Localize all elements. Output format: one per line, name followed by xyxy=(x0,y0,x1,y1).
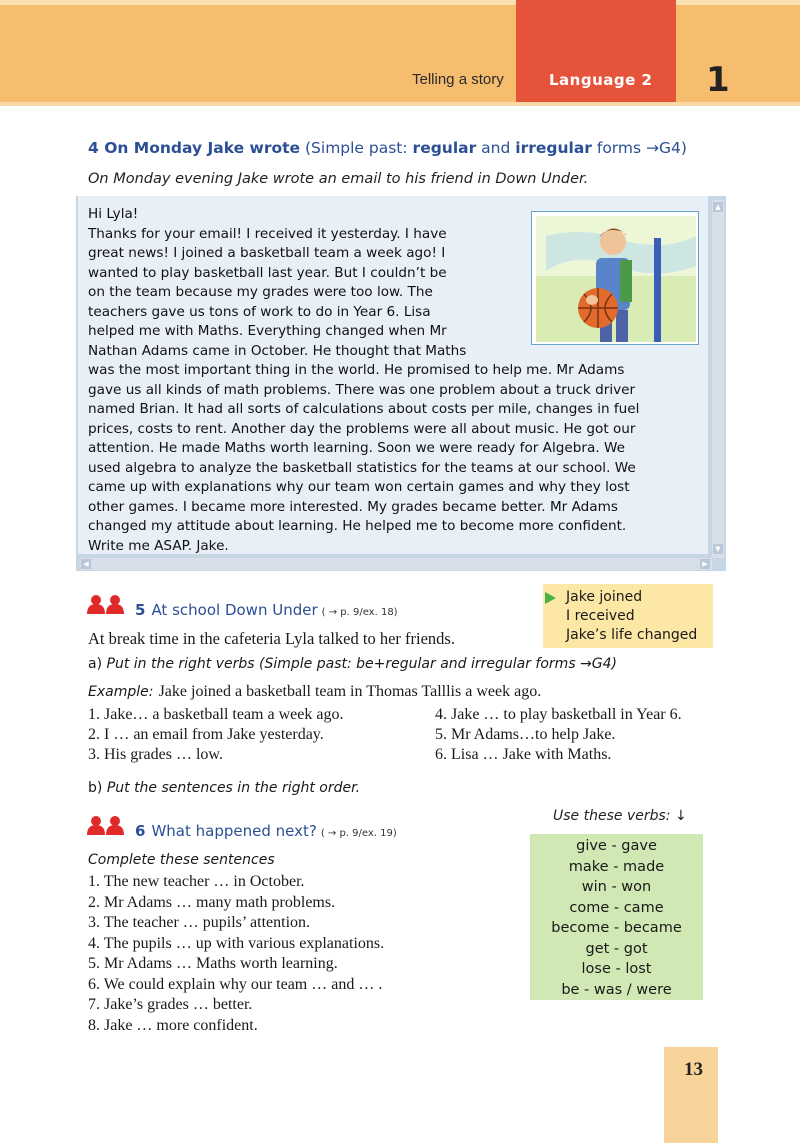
email-line: teachers gave us tons of work to do in Year 6. Lisa xyxy=(88,303,431,320)
email-line: Nathan Adams came in October. He thought that Maths xyxy=(88,342,467,359)
exercise-6-item: 5. Mr Adams … Maths worth learning. xyxy=(88,955,338,972)
header-top-strip xyxy=(0,0,800,5)
email-line: came up with explanations why our team won certain games and why they lost xyxy=(88,479,630,495)
email-line: Hi Lyla! xyxy=(88,206,139,222)
exercise-4-intro: On Monday evening Jake wrote an email to his friend in Down Under. xyxy=(88,171,589,187)
email-line: changed my attitude about learning. He helped me to become more confident. xyxy=(88,518,627,534)
verb-pair: come - came xyxy=(569,899,664,916)
exercise-6-item: 1. The new teacher … in October. xyxy=(88,873,305,890)
email-line: attention. He made Maths worth learning. Soon we were ready for Algebra. We xyxy=(88,440,625,456)
exercise-6-item: 4. The pupils … up with various explanations. xyxy=(88,934,385,952)
exercise-5-title xyxy=(135,601,398,619)
unit-number: 1 xyxy=(706,60,730,100)
exercise-6-instruction: Complete these sentences xyxy=(88,852,275,868)
email-line: used algebra to analyze the basketball statistics for the teams at our school. We xyxy=(88,459,636,476)
exercise-4-number: 4 xyxy=(88,139,99,157)
email-line: other games. I became more interested. My grades became better. Mr Adams xyxy=(88,498,618,515)
email-line: Thanks for your email! I received it yesterday. I have xyxy=(88,225,447,242)
exercise-6-title xyxy=(135,822,397,840)
header-topic: Telling a story xyxy=(412,71,504,88)
exercise-4-title xyxy=(88,139,687,157)
verb-pair: be - was / were xyxy=(561,981,672,998)
pair-work-icon xyxy=(87,815,127,835)
exercise-6-reference: ( → p. 9/ex. 19) xyxy=(320,828,397,839)
exercise-6-number: 6 xyxy=(135,822,146,840)
exercise-5-intro: At break time in the cafeteria Lyla talked to her friends. xyxy=(88,629,455,648)
scroll-down-icon[interactable]: ▼ xyxy=(713,544,723,554)
verb-pair: become - became xyxy=(551,920,682,936)
scroll-right-icon[interactable]: ▶ xyxy=(700,559,710,569)
scroll-up-icon[interactable]: ▲ xyxy=(713,202,723,212)
exercise-6-item: 6. We could explain why our team … and … . xyxy=(88,975,383,993)
exercise-5-item: 6. Lisa … Jake with Maths. xyxy=(435,746,612,763)
email-line: prices, costs to rent. Another day the problems were all about music. He got our xyxy=(88,420,636,437)
email-line: wanted to play basketball last year. But I couldn’t be xyxy=(88,264,447,281)
exercise-6-item: 8. Jake … more confident. xyxy=(88,1016,258,1034)
verb-pair: win - won xyxy=(581,879,652,895)
exercise-5-heading: At school Down Under xyxy=(151,601,318,619)
pair-work-icon xyxy=(87,594,127,614)
exercise-5-item: 1. Jake… a basketball team a week ago. xyxy=(88,706,344,723)
exercise-6-item: 2. Mr Adams … many math problems. xyxy=(88,893,336,911)
exercise-5-reference: ( → p. 9/ex. 18) xyxy=(321,607,398,618)
hint-line: I received xyxy=(566,608,635,624)
verb-pair: lose - lost xyxy=(581,961,652,977)
email-line: great news! I joined a basketball team a week ago! I xyxy=(88,245,446,261)
exercise-4-grammar: (Simple past: regular and irregular forms →G4) xyxy=(305,139,687,157)
exercise-5-item: 5. Mr Adams…to help Jake. xyxy=(435,726,616,743)
hint-line: Jake joined xyxy=(566,589,643,605)
play-arrow-icon xyxy=(545,592,556,604)
email-line: on the team because my grades were too low. The xyxy=(88,284,433,300)
exercise-5-item: 3. His grades … low. xyxy=(88,746,223,763)
scroll-left-icon[interactable]: ◀ xyxy=(81,559,91,569)
email-line: gave us all kinds of math problems. There was one problem about a truck driver xyxy=(88,381,636,398)
exercise-5a-instruction: a) Put in the right verbs (Simple past: be+regular and irregular forms →G4) xyxy=(88,656,618,672)
header-section-label: Language 2 xyxy=(549,71,653,89)
email-horizontal-scrollbar[interactable] xyxy=(80,558,712,570)
hint-line: Jake’s life changed xyxy=(566,627,698,643)
header-divider xyxy=(0,102,800,106)
email-line: was the most important thing in the world. He promised to help me. Mr Adams xyxy=(88,362,625,378)
exercise-5-number: 5 xyxy=(135,601,146,619)
exercise-6-item: 3. The teacher … pupils’ attention. xyxy=(88,914,311,931)
email-line: Write me ASAP. Jake. xyxy=(88,537,229,554)
exercise-5-item: 4. Jake … to play basketball in Year 6. xyxy=(435,706,682,723)
verbs-caption: Use these verbs: ↓ xyxy=(553,808,687,824)
exercise-6-heading: What happened next? xyxy=(151,822,317,840)
exercise-4-heading: On Monday Jake wrote xyxy=(104,139,301,157)
email-line: helped me with Maths. Everything changed when Mr xyxy=(88,323,447,339)
verb-pair: make - made xyxy=(568,858,665,875)
verb-pair: give - gave xyxy=(576,838,657,854)
header-band xyxy=(0,0,800,102)
email-vertical-scrollbar[interactable] xyxy=(712,200,724,558)
exercise-5-example: Example: Jake joined a basketball team in Thomas Talllis a week ago. xyxy=(88,683,542,700)
exercise-5b-instruction: b) Put the sentences in the right order. xyxy=(88,780,361,796)
exercise-6-item: 7. Jake’s grades … better. xyxy=(88,996,253,1013)
boy-with-basketball-illustration xyxy=(531,211,699,345)
verb-pair: get - got xyxy=(585,940,648,957)
email-line: named Brian. It had all sorts of calculations about costs per mile, changes in fuel xyxy=(88,401,640,417)
page-number: 13 xyxy=(684,1059,703,1080)
exercise-5-item: 2. I … an email from Jake yesterday. xyxy=(88,726,324,743)
